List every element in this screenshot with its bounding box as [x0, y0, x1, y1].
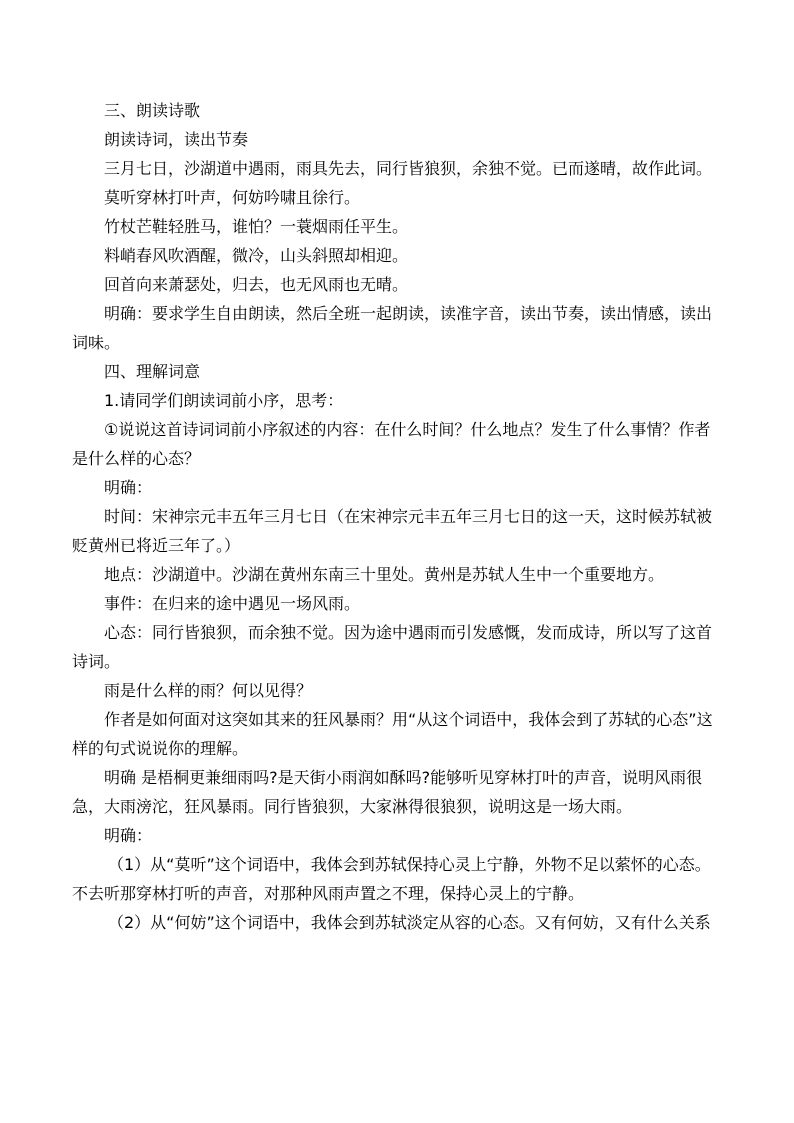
- paragraph: 明确 是梧桐更兼细雨吗?是天街小雨润如酥吗?能够听见穿林打叶的声音，说明风雨很急，大雨滂沱，狂风暴雨。同行皆狼狈，大家淋得很狼狈，说明这是一场大雨。: [72, 768, 703, 816]
- section-heading: 三、朗读诗歌: [104, 101, 201, 120]
- paragraph: 1.请同学们朗读词前小序，思考：: [104, 391, 344, 410]
- poem-line: 料峭春风吹酒醒，微冷，山头斜照却相迎。: [104, 246, 409, 265]
- paragraph: （1）从“莫听”这个词语中，我体会到苏轼保持心灵上宁静，外物不足以萦怀的心态。不去听那穿林打听的声音，对那种风雨声置之不理，保持心灵上的宁静。: [72, 855, 711, 903]
- paragraph: 明确：要求学生自由朗读，然后全班一起朗读，读准字音，读出节奏，读出情感，读出词味。: [72, 304, 713, 352]
- poem-line: 莫听穿林打叶声，何妨吟啸且徐行。: [104, 188, 361, 207]
- paragraph: 三月七日，沙湖道中遇雨，雨具先去，同行皆狼狈，余独不觉。已而遂晴，故作此词。: [104, 159, 713, 178]
- paragraph: 雨是什么样的雨？何以见得？: [104, 681, 313, 700]
- poem-line: 回首向来萧瑟处，归去，也无风雨也无晴。: [104, 275, 409, 294]
- paragraph: 地点：沙湖道中。沙湖在黄州东南三十里处。黄州是苏轼人生中一个重要地方。: [104, 565, 665, 584]
- paragraph: 作者是如何面对这突如其来的狂风暴雨？用“从这个词语中，我体会到了苏轼的心态”这样的句式说说你的理解。: [72, 710, 713, 758]
- paragraph: ①说说这首诗词词前小序叙述的内容：在什么时间？什么地点？发生了什么事情？作者是什么样的心态？: [72, 420, 711, 468]
- paragraph: 明确：: [104, 826, 153, 845]
- document-body: [72, 96, 724, 937]
- paragraph: 时间：宋神宗元丰五年三月七日（在宋神宗元丰五年三月七日的这一天，这时候苏轼被贬黄州已将近三年了。）: [72, 507, 713, 555]
- poem-line: 竹杖芒鞋轻胜马，谁怕？一蓑烟雨任平生。: [104, 217, 409, 236]
- paragraph: 朗读诗词，读出节奏: [104, 130, 249, 149]
- section-heading: 四、理解词意: [104, 362, 201, 381]
- paragraph: （2）从“何妨”这个词语中，我体会到苏轼淡定从容的心态。又有何妨，又有什么关系: [108, 913, 711, 932]
- paragraph: 明确：: [104, 478, 153, 497]
- paragraph: 心态：同行皆狼狈，而余独不觉。因为途中遇雨而引发感慨，发而成诗，所以写了这首诗词。: [72, 623, 713, 671]
- paragraph: 事件：在归来的途中遇见一场风雨。: [104, 594, 361, 613]
